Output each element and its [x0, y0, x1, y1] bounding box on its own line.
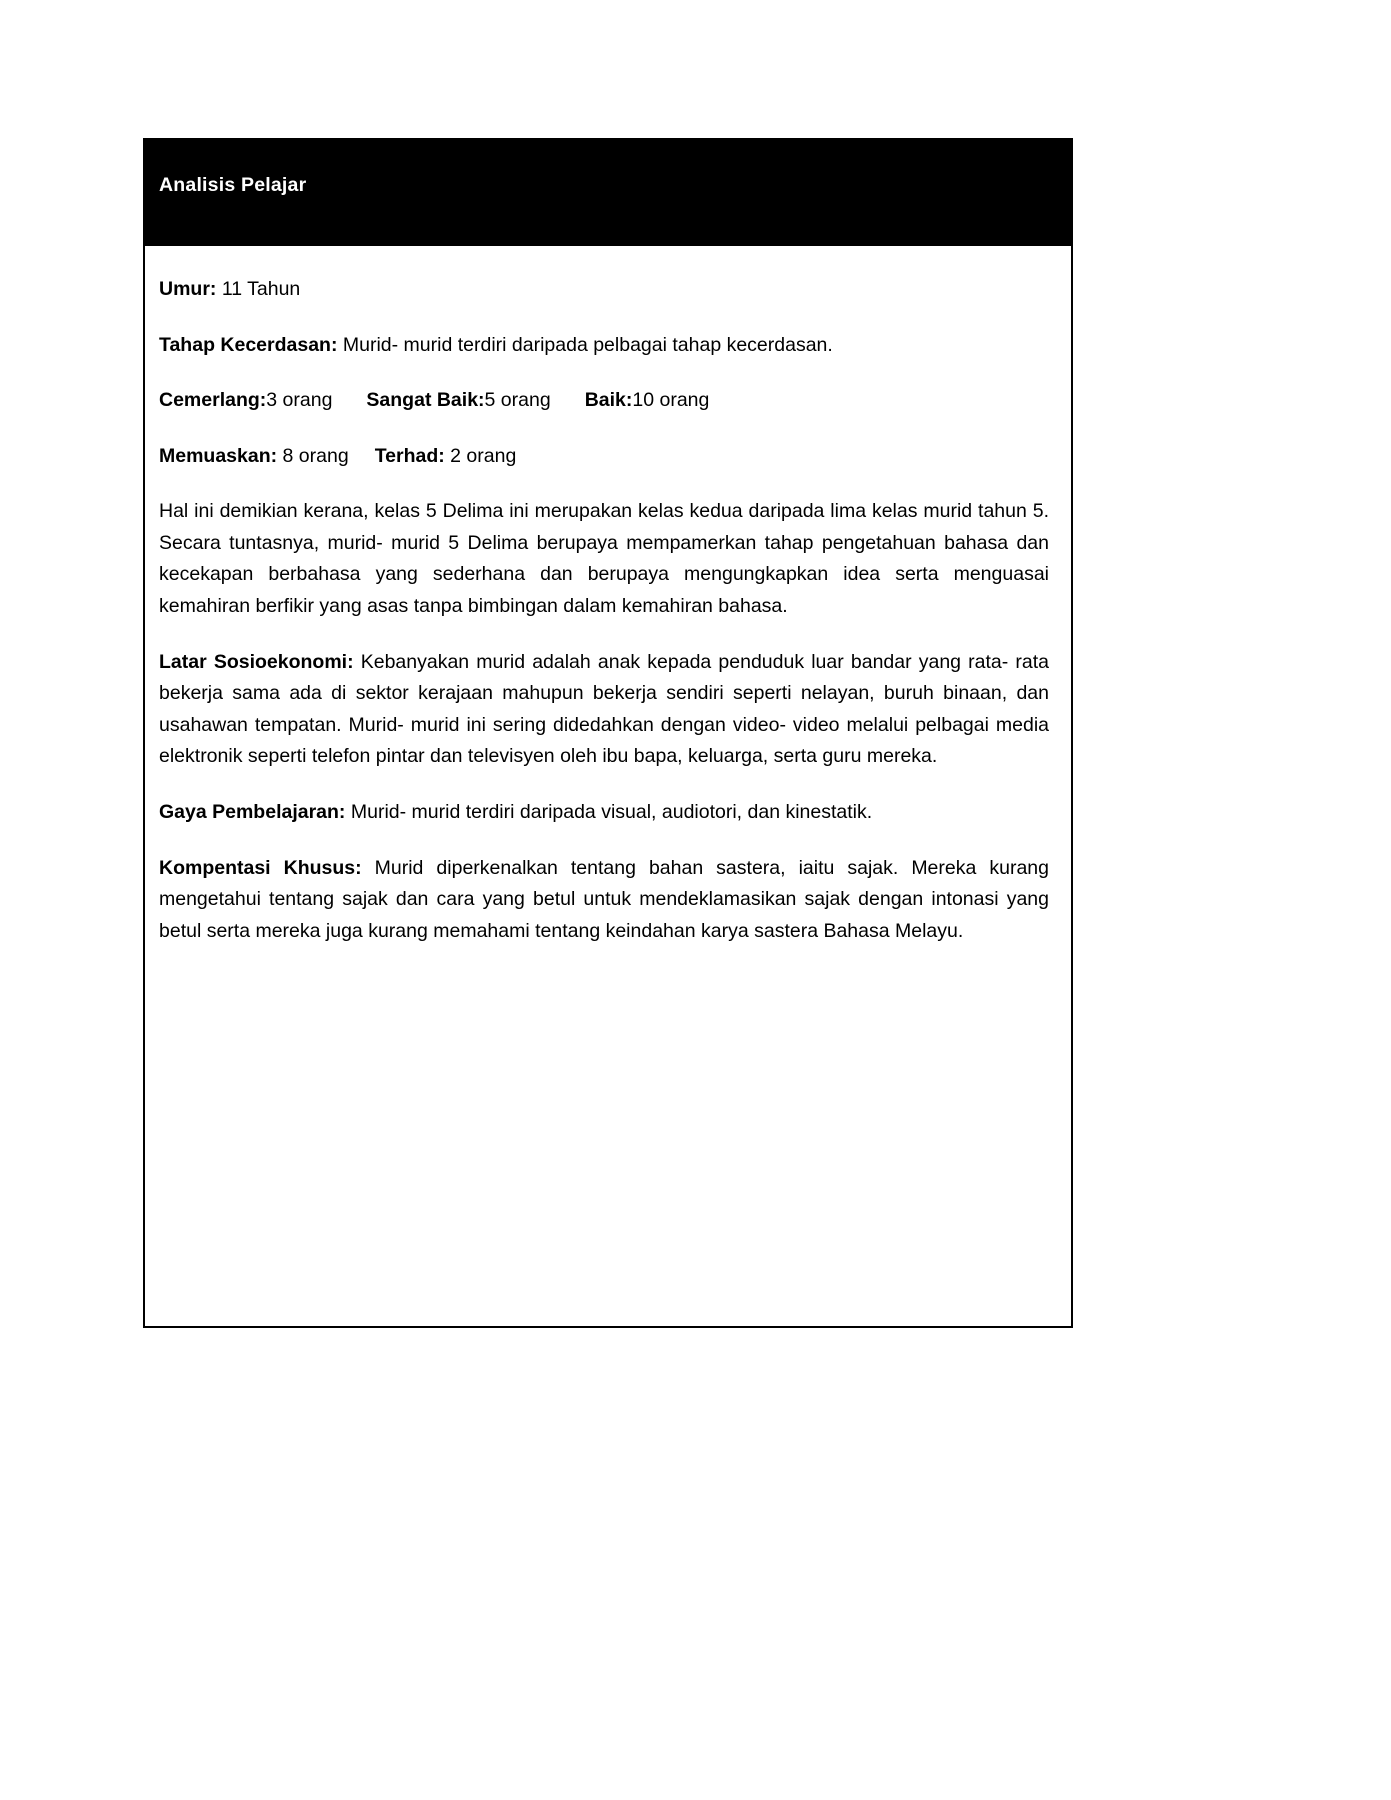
tahap-kecerdasan-value: Murid- murid terdiri daripada pelbagai tahap kecerdasan.: [337, 333, 833, 356]
umur-label: Umur:: [159, 278, 217, 300]
baik-value: 10 orang: [632, 389, 710, 412]
memuaskan-value: 8 orang: [277, 444, 349, 467]
latar-sosioekonomi-label: Latar Sosioekonomi:: [159, 650, 354, 673]
table-header-row: [145, 140, 1071, 246]
table-body-cell: [145, 246, 1071, 1326]
gaya-pembelajaran-label: Gaya Pembelajaran:: [159, 800, 346, 823]
page-title: Analisis Pelajar: [159, 174, 307, 196]
sangat-baik-label: Sangat Baik:: [366, 389, 485, 412]
field-umur: [159, 274, 1049, 306]
field-gaya-pembelajaran: [159, 797, 1049, 829]
cemerlang-value: 3 orang: [266, 389, 333, 412]
cemerlang-label: Cemerlang:: [159, 389, 267, 412]
field-tahap-kecerdasan: [159, 330, 1049, 362]
field-tahap-breakdown-row-2: [159, 441, 1049, 473]
kompentasi-khusus-value: Murid diperkenalkan tentang bahan sastera, iaitu sajak. Mereka kurang mengetahui tentang sajak dan cara yang betul untuk mendeklamasikan sajak dengan intonasi yang betul serta mereka juga kurang memahami tentang keindahan karya sastera Bahasa Melayu.: [159, 856, 1049, 942]
terhad-value: 2 orang: [444, 444, 517, 467]
memuaskan-label: Memuaskan:: [159, 444, 278, 467]
field-tahap-breakdown-row-1: [159, 385, 1049, 417]
umur-value: 11 Tahun: [216, 278, 301, 300]
analisis-pelajar-table: [143, 138, 1073, 1328]
baik-label: Baik:: [584, 389, 633, 412]
terhad-label: Terhad:: [374, 444, 445, 467]
paragraph-penjelasan: Hal ini demikian kerana, kelas 5 Delima ini merupakan kelas kedua daripada lima kelas murid tahun 5. Secara tuntasnya, murid- murid 5 Delima berupaya mempamerkan tahap pengetahuan bahasa dan kecekapan berbahasa yang sederhana dan berupaya mengungkapkan idea serta menguasai kemahiran berfikir yang asas tanpa bimbingan dalam kemahiran bahasa.: [159, 500, 1049, 618]
tahap-kecerdasan-label: Tahap Kecerdasan:: [159, 333, 338, 356]
trailing-space: [159, 947, 1049, 1157]
kompentasi-khusus-label: Kompentasi Khusus:: [159, 856, 362, 879]
gaya-pembelajaran-value: Murid- murid terdiri daripada visual, audiotori, dan kinestatik.: [345, 800, 873, 823]
field-kompentasi-khusus: [159, 853, 1049, 948]
latar-sosioekonomi-value: Kebanyakan murid adalah anak kepada penduduk luar bandar yang rata- rata bekerja sama ada di sektor kerajaan mahupun bekerja sendiri seperti nelayan, buruh binaan, dan usahawan tempatan. Murid- murid ini sering didedahkan dengan video- video melalui pelbagai media elektronik seperti telefon pintar dan televisyen oleh ibu bapa, keluarga, serta guru mereka.: [159, 650, 1049, 768]
sangat-baik-value: 5 orang: [484, 389, 551, 412]
field-latar-sosioekonomi: [159, 647, 1049, 773]
